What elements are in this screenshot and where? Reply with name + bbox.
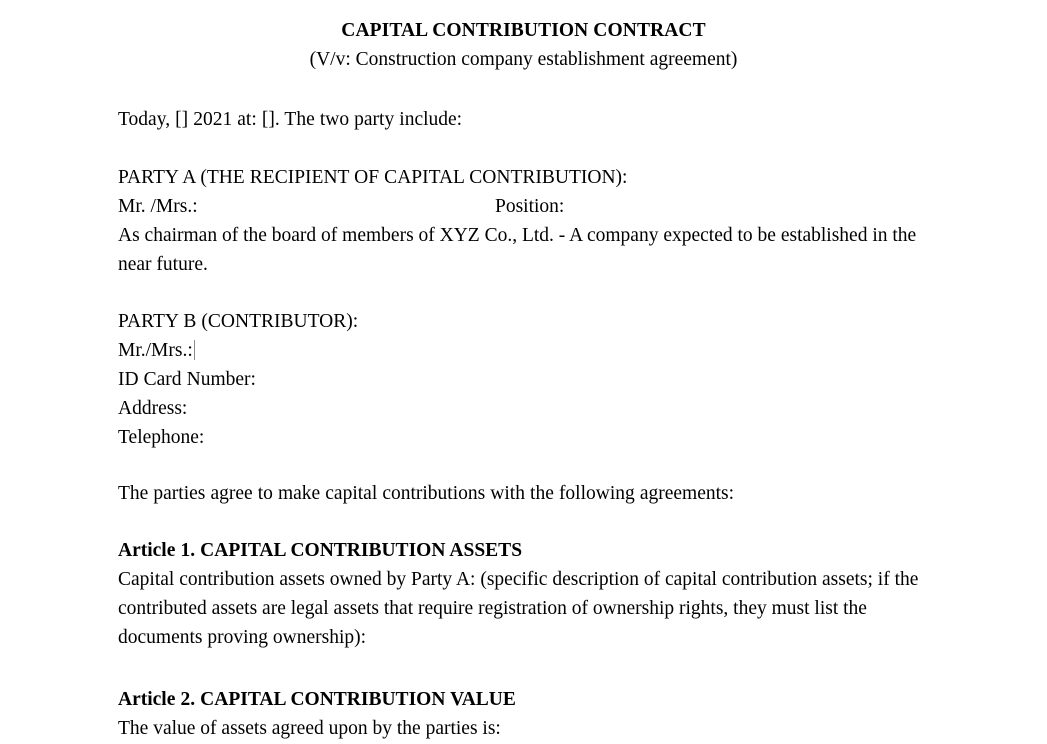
party-b-name-row [118,336,932,365]
article-2-body: The value of assets agreed upon by the parties is: [118,718,501,739]
agreement-block [118,479,932,508]
party-a-position-label: Position: [495,196,565,217]
intro-block [118,105,932,134]
party-a-heading: PARTY A (THE RECIPIENT OF CAPITAL CONTRIBUTION): [118,167,628,188]
text-caret [194,340,195,360]
article-2-heading: Article 2. CAPITAL CONTRIBUTION VALUE [118,689,516,710]
article-1-block [118,536,932,652]
party-b-block [118,307,932,452]
document-heading [0,0,1047,74]
document-title: CAPITAL CONTRIBUTION CONTRACT [341,20,706,41]
party-a-description: As chairman of the board of members of XYZ Co., Ltd. - A company expected to be established in the near future. [118,225,917,275]
party-a-name-label: Mr. /Mrs.: [118,196,198,217]
party-b-telephone-label: Telephone: [118,427,205,448]
article-1-body: Capital contribution assets owned by Party A: (specific description of capital contribution assets; if the contributed assets are legal assets that require registration of ownership rights, they must list the documents proving ownership): [118,569,919,648]
agreement-line: The parties agree to make capital contributions with the following agreements: [118,483,735,504]
document-subtitle: (V/v: Construction company establishment agreement) [309,49,738,70]
intro-line: Today, [] 2021 at: []. The two party include: [118,109,463,130]
party-b-heading: PARTY B (CONTRIBUTOR): [118,311,359,332]
party-b-address-label: Address: [118,398,188,419]
article-1-heading: Article 1. CAPITAL CONTRIBUTION ASSETS [118,540,523,561]
party-b-name-label: Mr./Mrs.: [118,340,193,361]
article-2-block [118,685,932,743]
party-a-block [118,163,932,279]
party-b-id-card-label: ID Card Number: [118,369,256,390]
party-a-name-row [118,192,932,221]
